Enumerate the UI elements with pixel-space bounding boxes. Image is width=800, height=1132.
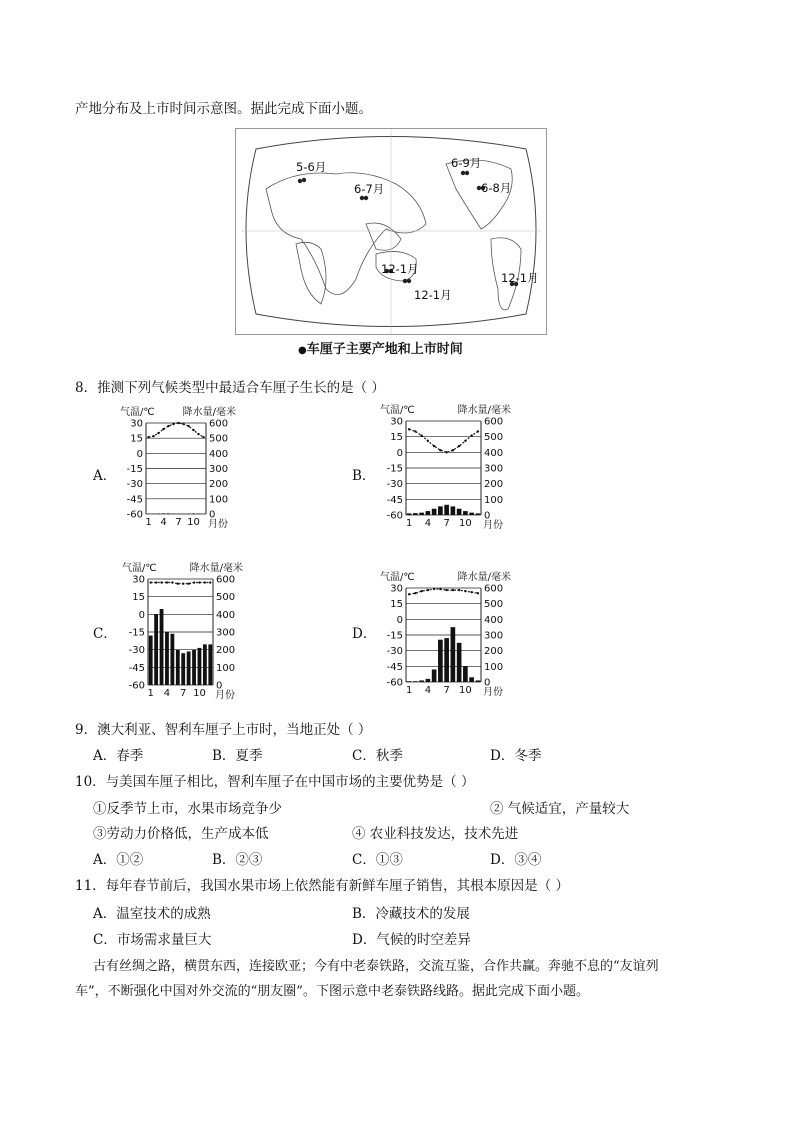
temperature-point	[445, 451, 447, 453]
precipitation-bar	[451, 627, 456, 682]
precipitation-tick-label: 500	[484, 599, 504, 611]
precipitation-tick-label: 300	[484, 463, 504, 475]
temperature-point	[420, 590, 422, 592]
precipitation-bar	[187, 651, 191, 685]
temperature-point	[187, 425, 189, 427]
precipitation-bar	[463, 511, 468, 515]
month-axis-label: 月份	[208, 519, 228, 530]
temperature-point	[439, 588, 441, 590]
precipitation-tick-label: 600	[484, 583, 504, 595]
month-axis-label: 月份	[483, 687, 503, 698]
precipitation-bar	[451, 506, 456, 515]
temperature-tick-label: 30	[132, 574, 145, 586]
precipitation-bar	[208, 644, 212, 685]
q10-stem: 10．与美国车厘子相比，智利车厘子在中国市场的主要优势是（ ）	[75, 774, 475, 790]
temperature-point	[420, 434, 422, 436]
temperature-point	[458, 445, 460, 447]
temperature-tick-label: -60	[386, 510, 403, 522]
world-map-outline	[236, 129, 546, 334]
temperature-point	[166, 581, 168, 583]
temperature-point	[427, 589, 429, 591]
precipitation-axis-label: 降水量/毫米	[457, 572, 511, 583]
precipitation-tick-label: 300	[216, 627, 236, 639]
q9-option-c[interactable]: C．秋季	[352, 748, 403, 764]
month-axis-label: 月份	[215, 690, 235, 701]
q8-option-b[interactable]: B．	[352, 468, 376, 484]
temperature-point	[414, 430, 416, 432]
precipitation-bar	[476, 513, 481, 515]
precipitation-bar	[457, 509, 462, 515]
q8-stem: 8．推测下列气候类型中最适合车厘子生长的是（ ）	[75, 380, 385, 396]
precipitation-bar	[426, 679, 431, 682]
precipitation-tick-label: 0	[484, 677, 491, 689]
month-axis-label: 月份	[483, 520, 503, 531]
q10-item-3: ③劳动力价格低，生产成本低	[93, 826, 269, 842]
temperature-line	[151, 583, 211, 584]
precipitation-bar	[413, 681, 418, 682]
temperature-axis-label: 气温/℃	[120, 407, 155, 418]
temperature-point	[187, 583, 189, 585]
q11-option-d[interactable]: D．气候的时空差异	[352, 932, 471, 948]
temperature-tick-label: -15	[386, 463, 403, 475]
month-tick-label: 7	[443, 518, 450, 529]
precipitation-bar	[438, 506, 443, 515]
precipitation-bar	[149, 636, 153, 685]
climate-chart-b	[378, 403, 513, 531]
precipitation-bar	[419, 513, 424, 515]
precipitation-tick-label: 200	[484, 646, 504, 658]
temperature-tick-label: -15	[386, 630, 403, 642]
temperature-point	[433, 445, 435, 447]
temperature-point	[408, 428, 410, 430]
precipitation-bar	[198, 648, 202, 685]
month-tick-label: 7	[175, 517, 182, 528]
temperature-point	[172, 423, 174, 425]
temperature-point	[192, 429, 194, 431]
temperature-tick-label: 0	[138, 609, 145, 621]
climate-chart-d	[378, 570, 513, 698]
temperature-point	[464, 590, 466, 592]
precipitation-tick-label: 600	[209, 418, 229, 430]
temperature-point	[160, 581, 162, 583]
temperature-point	[414, 592, 416, 594]
precipitation-bar	[192, 513, 195, 514]
precipitation-axis-label: 降水量/毫米	[182, 407, 236, 418]
precipitation-bar	[438, 640, 443, 682]
temperature-tick-label: -60	[126, 509, 143, 521]
precipitation-tick-label: 0	[484, 510, 491, 522]
temperature-point	[477, 430, 479, 432]
temperature-point	[464, 440, 466, 442]
precipitation-tick-label: 200	[209, 479, 229, 491]
precipitation-tick-label: 100	[209, 494, 229, 506]
temperature-tick-label: -30	[386, 479, 403, 491]
precipitation-axis-label: 降水量/毫米	[189, 563, 243, 574]
month-tick-label: 10	[459, 685, 472, 696]
temperature-tick-label: -45	[128, 662, 145, 674]
temperature-point	[209, 581, 211, 583]
temperature-point	[204, 581, 206, 583]
month-tick-label: 1	[145, 517, 152, 528]
temperature-tick-label: 15	[390, 432, 403, 444]
map-label-australia: 12-1月	[381, 262, 419, 276]
temperature-axis-label: 气温/℃	[122, 563, 157, 574]
month-tick-label: 10	[193, 688, 206, 699]
temperature-tick-label: 0	[396, 447, 403, 459]
precipitation-bar	[176, 650, 180, 685]
q11-option-a[interactable]: A．温室技术的成熟	[93, 906, 211, 922]
month-tick-label: 7	[180, 688, 187, 699]
climate-chart-c	[120, 561, 245, 701]
precipitation-tick-label: 400	[484, 447, 504, 459]
month-tick-label: 1	[405, 518, 413, 529]
temperature-tick-label: -30	[128, 645, 145, 657]
precipitation-bar	[162, 513, 165, 514]
temperature-point	[182, 423, 184, 425]
temperature-tick-label: -45	[126, 494, 143, 506]
temperature-point	[177, 422, 179, 424]
q10-item-4: ④ 农业科技发达，技术先进	[352, 826, 519, 842]
precipitation-tick-label: 100	[484, 661, 504, 673]
temperature-point	[470, 591, 472, 593]
temperature-point	[408, 593, 410, 595]
precipitation-bar	[419, 680, 424, 682]
temperature-tick-label: -30	[126, 479, 143, 491]
temperature-point	[445, 589, 447, 591]
intro-line: 产地分布及上市时间示意图。据此完成下面小题。	[75, 101, 372, 117]
q10-item-2: ② 气候适宜，产量较大	[490, 801, 630, 817]
temperature-tick-label: -30	[386, 646, 403, 658]
temperature-tick-label: -60	[128, 680, 145, 692]
precipitation-bar	[432, 509, 437, 515]
q10-item-1: ①反季节上市，水果市场竞争少	[93, 801, 282, 817]
precipitation-bar	[413, 513, 418, 515]
temperature-tick-label: 30	[130, 418, 143, 430]
world-map	[235, 128, 547, 335]
precipitation-tick-label: 0	[209, 509, 216, 521]
month-tick-label: 10	[187, 517, 200, 528]
precipitation-bar	[181, 653, 185, 685]
temperature-tick-label: -15	[128, 627, 145, 639]
temperature-point	[157, 432, 159, 434]
precipitation-bar	[154, 614, 158, 685]
precipitation-tick-label: 500	[484, 432, 504, 444]
q11-option-c[interactable]: C．市场需求量巨大	[93, 932, 212, 948]
temperature-point	[452, 449, 454, 451]
passage-line-1: 古有丝绸之路，横贯东西，连接欧亚；今有中老泰铁路，交流互鉴，合作共赢。奔驰不息的“友谊列	[93, 959, 659, 974]
temperature-tick-label: -15	[126, 464, 143, 475]
temperature-point	[458, 589, 460, 591]
temperature-point	[197, 433, 199, 435]
passage-line-2: 车”，不断强化中国对外交流的“朋友圈”。下图示意中老泰铁路线路。据此完成下面小题。	[75, 984, 589, 999]
precipitation-tick-label: 600	[484, 416, 504, 428]
month-tick-label: 1	[405, 685, 413, 696]
map-label-north-america-west: 6-9月	[451, 156, 482, 170]
temperature-point	[162, 428, 164, 430]
temperature-line	[409, 429, 478, 452]
precipitation-bar	[407, 513, 412, 515]
q9-option-a[interactable]: A．春季	[93, 748, 144, 764]
temperature-point	[477, 592, 479, 594]
precipitation-tick-label: 0	[216, 680, 223, 692]
q11-stem: 11．每年春节前后，我国水果市场上依然能有新鲜车厘子销售，其根本原因是（ ）	[75, 878, 569, 894]
temperature-point	[182, 583, 184, 585]
map-label-north-america: 6-8月	[481, 181, 512, 195]
temperature-point	[167, 425, 169, 427]
precipitation-bar	[203, 644, 207, 685]
precipitation-bar	[426, 511, 431, 515]
month-tick-label: 10	[459, 518, 472, 529]
temperature-tick-label: 30	[390, 416, 403, 428]
month-tick-label: 4	[424, 685, 432, 696]
map-label-europe: 5-6月	[296, 160, 327, 174]
month-tick-label: 1	[147, 688, 154, 699]
q10-option-c[interactable]: C．①③	[352, 852, 403, 868]
temperature-tick-label: 0	[396, 614, 403, 626]
temperature-point	[155, 581, 157, 583]
temperature-axis-label: 气温/℃	[380, 572, 415, 583]
temperature-point	[427, 440, 429, 442]
precipitation-bar	[407, 681, 412, 682]
temperature-point	[470, 434, 472, 436]
temperature-point	[452, 589, 454, 591]
precipitation-tick-label: 400	[216, 609, 236, 621]
temperature-point	[202, 436, 204, 438]
map-label-new-zealand: 12-1月	[414, 288, 452, 302]
q9-option-b[interactable]: B．夏季	[212, 748, 263, 764]
temperature-point	[198, 581, 200, 583]
precipitation-tick-label: 400	[209, 448, 229, 460]
precipitation-bar	[444, 638, 449, 682]
map-label-chile: 12-1月	[501, 271, 539, 285]
temperature-point	[152, 435, 154, 437]
q9-option-d[interactable]: D．冬季	[490, 748, 542, 764]
precipitation-bar	[469, 513, 474, 515]
precipitation-axis-label: 降水量/毫米	[457, 405, 511, 416]
map-caption: ●车厘子主要产地和上市时间	[298, 342, 463, 357]
temperature-tick-label: -45	[386, 494, 403, 506]
precipitation-tick-label: 100	[484, 494, 504, 506]
precipitation-bar	[444, 505, 449, 515]
precipitation-tick-label: 300	[484, 630, 504, 642]
temperature-tick-label: 30	[390, 583, 403, 595]
precipitation-bar	[432, 669, 437, 682]
temperature-tick-label: 15	[132, 592, 145, 604]
precipitation-bar	[160, 609, 164, 685]
month-tick-label: 7	[443, 685, 450, 696]
q10-option-a[interactable]: A．①②	[93, 852, 144, 868]
climate-chart-a	[118, 405, 238, 530]
precipitation-tick-label: 200	[484, 479, 504, 491]
temperature-point	[193, 581, 195, 583]
precipitation-tick-label: 100	[216, 662, 236, 674]
temperature-tick-label: 0	[136, 448, 143, 460]
cherry-icon: ●	[298, 345, 307, 356]
temperature-line	[409, 589, 478, 594]
temperature-point	[433, 588, 435, 590]
precipitation-tick-label: 600	[216, 574, 236, 586]
temperature-tick-label: 15	[390, 599, 403, 611]
precipitation-bar	[192, 650, 196, 685]
temperature-tick-label: 15	[130, 433, 143, 445]
map-label-central-asia: 6-7月	[354, 182, 385, 196]
month-tick-label: 4	[163, 688, 171, 699]
q8-option-c[interactable]: C．	[93, 626, 117, 642]
q8-option-a[interactable]: A．	[93, 468, 117, 484]
precipitation-bar	[463, 666, 468, 682]
q9-stem: 9．澳大利亚、智利车厘子上市时，当地正处（ ）	[75, 722, 372, 738]
precipitation-tick-label: 500	[216, 592, 236, 604]
month-tick-label: 4	[160, 517, 167, 528]
precipitation-tick-label: 300	[209, 464, 229, 475]
precipitation-bar	[167, 513, 170, 514]
precipitation-bar	[457, 643, 462, 682]
temperature-point	[150, 581, 152, 583]
precipitation-tick-label: 200	[216, 645, 236, 657]
precipitation-tick-label: 400	[484, 614, 504, 626]
precipitation-bar	[170, 634, 174, 685]
q8-option-d[interactable]: D．	[352, 626, 377, 642]
q10-option-b[interactable]: B．②③	[212, 852, 263, 868]
temperature-tick-label: -60	[386, 677, 403, 689]
temperature-point	[177, 583, 179, 585]
q11-option-b[interactable]: B．冷藏技术的发展	[352, 906, 470, 922]
precipitation-tick-label: 500	[209, 433, 229, 445]
temperature-tick-label: -45	[386, 661, 403, 673]
month-tick-label: 4	[424, 518, 432, 529]
temperature-line	[149, 423, 204, 437]
precipitation-bar	[476, 680, 481, 682]
temperature-axis-label: 气温/℃	[380, 405, 415, 416]
temperature-point	[171, 581, 173, 583]
q10-option-d[interactable]: D．③④	[490, 852, 542, 868]
temperature-point	[439, 449, 441, 451]
temperature-point	[147, 436, 149, 438]
precipitation-bar	[165, 632, 169, 685]
precipitation-bar	[469, 677, 474, 682]
